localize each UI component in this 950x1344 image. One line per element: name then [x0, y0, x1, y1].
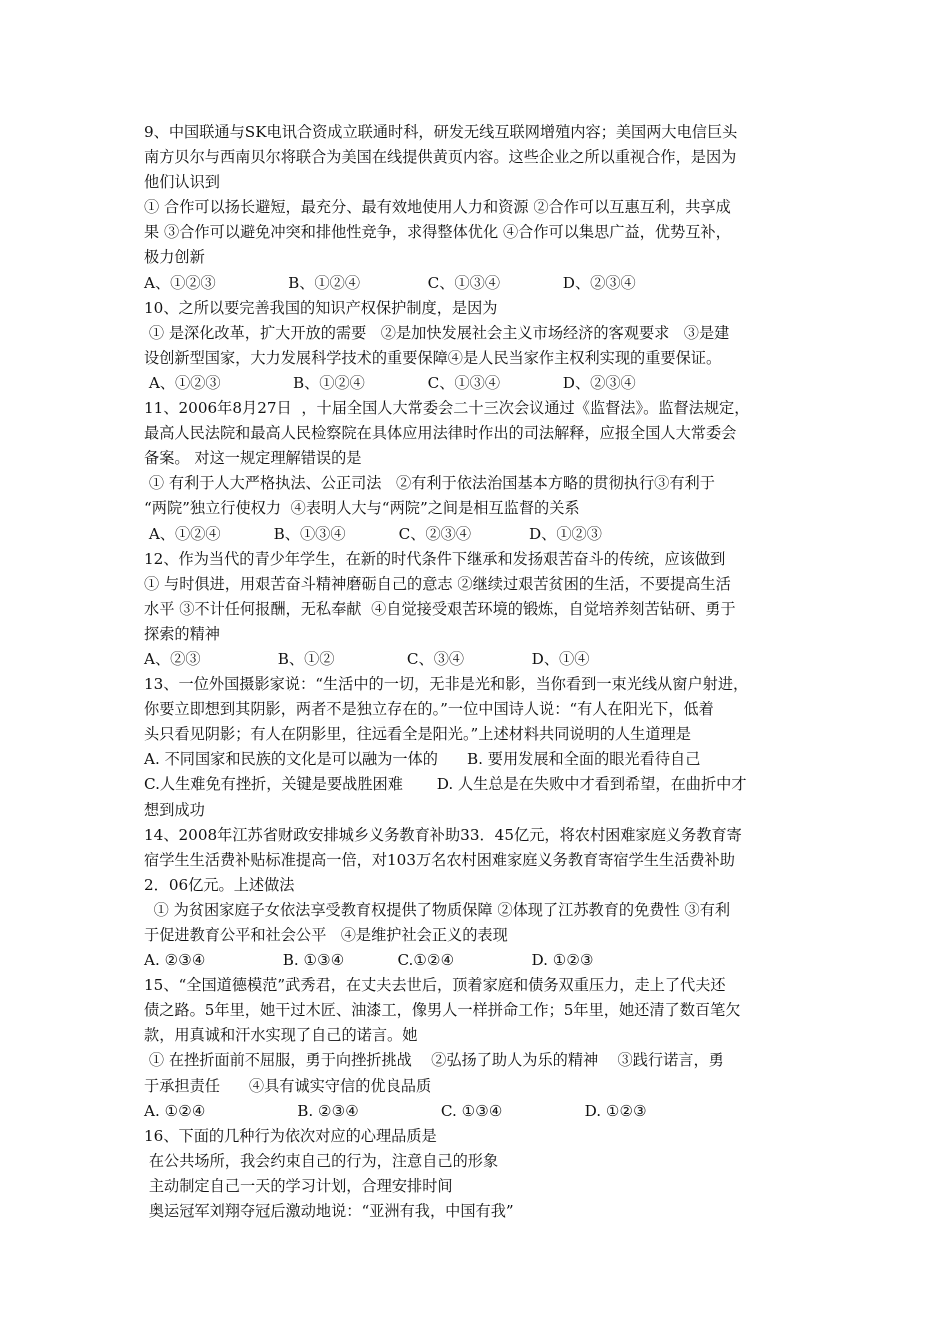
- text-line: 探索的精神: [144, 624, 220, 643]
- text-line: 宿学生生活费补贴标准提高一倍，对103万名农村困难家庭义务教育寄宿学生生活费补助: [144, 850, 735, 869]
- exam-page: [144, 120, 824, 1224]
- text-line: 水平 ③不计任何报酬，无私奉献 ④自觉接受艰苦环境的锻炼，自觉培养刻苦钻研、勇于: [144, 599, 736, 618]
- text-line: 于促进教育公平和社会公平 ④是维护社会正义的表现: [144, 926, 508, 944]
- text-line: 在公共场所，我会约束自己的行为，注意自己的形象: [144, 1151, 499, 1170]
- answer-options: A. ①②④ B. ②③④ C. ①③④ D. ①②③: [144, 1101, 647, 1120]
- answer-options: A、①②③ B、①②④ C、①③④ D、②③④: [144, 373, 636, 392]
- text-line: 9、中国联通与SK电讯合资成立联通时科，研发无线互联网增殖内容；美国两大电信巨头: [144, 123, 738, 141]
- text-line: 12、作为当代的青少年学生，在新的时代条件下继承和发扬艰苦奋斗的传统，应该做到: [144, 549, 726, 568]
- answer-options: A. ②③④ B. ①③④ C.①②④ D. ①②③: [144, 951, 594, 970]
- text-line: 奥运冠军刘翔夺冠后激动地说：“亚洲有我，中国有我”: [144, 1202, 514, 1221]
- text-line: 款，用真诚和汗水实现了自己的诺言。她: [144, 1026, 418, 1045]
- text-line: 债之路。5年里，她干过木匠、油漆工，像男人一样拼命工作；5年里，她还清了数百笔欠: [144, 1001, 741, 1020]
- text-line: 南方贝尔与西南贝尔将联合为美国在线提供黄页内容。这些企业之所以重视合作，是因为: [144, 148, 737, 167]
- text-line: ① 与时俱进，用艰苦奋斗精神磨砺自己的意志 ②继续过艰苦贫困的生活，不要提高生活: [144, 574, 731, 593]
- text-line: 最高人民法院和最高人民检察院在具体应用法律时作出的司法解释，应报全国人大常委会: [144, 424, 737, 443]
- text-line: 于承担责任 ④具有诚实守信的优良品质: [144, 1076, 432, 1095]
- text-line: “两院”独立行使权力 ④表明人大与“两院”之间是相互监督的关系: [144, 499, 580, 518]
- text-line: ① 在挫折面前不屈服，勇于向挫折挑战 ②弘扬了助人为乐的精神 ③践行诺言，勇: [144, 1051, 724, 1070]
- text-line: ① 有利于人大严格执法、公正司法 ②有利于依法治国基本方略的贯彻执行③有利于: [144, 474, 715, 493]
- text-line: 设创新型国家，大力发展科学技术的重要保障④是人民当家作主权利实现的重要保证。: [144, 348, 722, 367]
- answer-options: A、①②③ B、①②④ C、①③④ D、②③④: [144, 273, 636, 292]
- text-line: ① 是深化改革，扩大开放的需要 ②是加快发展社会主义市场经济的客观要求 ③是建: [144, 323, 730, 342]
- text-line: 主动制定自己一天的学习计划，合理安排时间: [144, 1176, 453, 1195]
- text-line: ① 为贫困家庭子女依法享受教育权提供了物质保障 ②体现了江苏教育的免费性 ③有利: [144, 900, 731, 919]
- answer-options: A、①②④ B、①③④ C、②③④ D、①②③: [144, 524, 602, 543]
- text-line: 16、下面的几种行为依次对应的心理品质是: [144, 1126, 437, 1145]
- text-line: 13、一位外国摄影家说：“生活中的一切，无非是光和影，当你看到一束光线从窗户射进，: [144, 675, 749, 694]
- text-line: ① 合作可以扬长避短，最充分、最有效地使用人力和资源 ②合作可以互惠互利，共享成: [144, 198, 731, 217]
- text-line: 头只看见阴影；有人在阴影里，往远看全是阳光。”上述材料共同说明的人生道理是: [144, 725, 691, 744]
- answer-options: A. 不同国家和民族的文化是可以融为一体的 B. 要用发展和全面的眼光看待自己: [144, 750, 701, 769]
- text-line: 11、2006年8月27日 ，十届全国人大常委会二十三次会议通过《监督法》。监督法规定，: [144, 399, 750, 418]
- text-line: 果 ③合作可以避免冲突和排他性竞争，求得整体优化 ④合作可以集思广益，优势互补，: [144, 223, 731, 242]
- text-line: 15、“全国道德模范”武秀君，在丈夫去世后，顶着家庭和债务双重压力，走上了代夫还: [144, 976, 726, 995]
- text-line: 2．06亿元。上述做法: [144, 875, 295, 894]
- text-line: 他们认识到: [144, 173, 220, 192]
- text-line: 想到成功: [144, 800, 205, 819]
- text-line: 你要立即想到其阴影，两者不是独立存在的。”一位中国诗人说：“有人在阳光下，低着: [144, 700, 714, 719]
- text-line: 备案。 对这一规定理解错误的是: [144, 449, 362, 468]
- answer-options: C.人生难免有挫折，关键是要战胜困难 D. 人生总是在失败中才看到希望，在曲折中才: [144, 775, 747, 794]
- answer-options: A、②③ B、①② C、③④ D、①④: [144, 649, 590, 668]
- text-line: 14、2008年江苏省财政安排城乡义务教育补助33．45亿元，将农村困难家庭义务教育寄: [144, 825, 742, 844]
- text-line: 10、之所以要完善我国的知识产权保护制度，是因为: [144, 298, 498, 317]
- text-line: 极力创新: [144, 248, 205, 267]
